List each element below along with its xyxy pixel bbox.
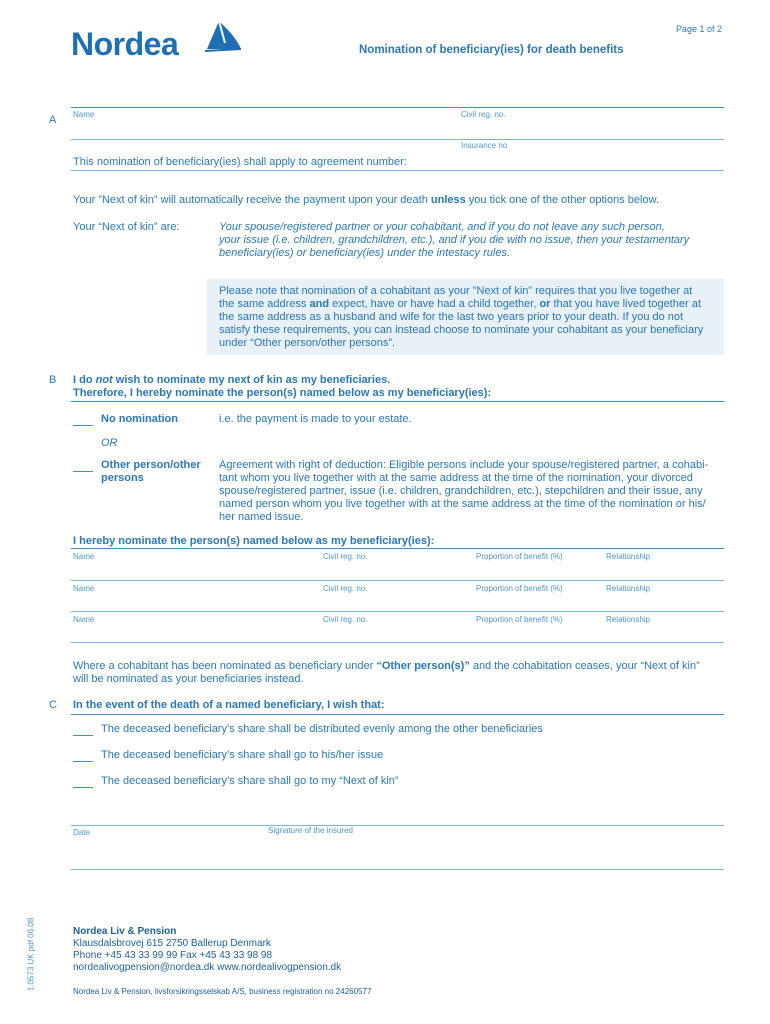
definition-line: Your spouse/registered partner or your cohabitant, and if you do not leave any such person, (219, 221, 665, 233)
sail-icon (203, 19, 243, 53)
to-next-of-kin-checkbox[interactable] (73, 777, 93, 788)
col-proportion-label: Proportion of benefit (%) (476, 584, 563, 593)
beneficiary-row[interactable] (71, 549, 724, 580)
intro-text: Your ”Next of kin” will automatically receive the payment upon your death (73, 194, 431, 206)
footer-company: Nordea Liv & Pension (73, 926, 177, 937)
note-fragment: expect, have or have had a child together, (329, 298, 540, 310)
cohab-line (73, 660, 733, 673)
cohab-fragment: and the cohabitation ceases, your “Next of kin” (469, 660, 700, 672)
col-name-label: Name (73, 615, 95, 624)
footer-web: nordealivogpension@nordea.dk www.nordealivogpension.dk (73, 962, 342, 973)
cohabitant-note-text (219, 285, 724, 350)
heading-line (73, 374, 491, 387)
name-field[interactable] (73, 110, 458, 138)
or-text: OR (101, 437, 118, 449)
rule (71, 714, 724, 715)
next-of-kin-intro (73, 194, 659, 207)
section-letter-a: A (49, 114, 57, 126)
no-nomination-checkbox[interactable] (73, 415, 93, 426)
col-proportion-label: Proportion of benefit (%) (476, 552, 563, 561)
definition-line: your issue (i.e. children, grandchildren, etc.), and if you die with no issue, then your testamentary (219, 234, 690, 246)
section-letter-c: C (49, 699, 57, 711)
footer-registration: Nordea Liv & Pension, livsforsikringsselskab A/S, business registration no 24260577 (73, 987, 372, 996)
side-code: 1.0573 UK pdf 06.08 (26, 917, 36, 992)
note-fragment: the same address (219, 298, 310, 310)
section-b-heading (73, 374, 491, 400)
heading-fragment: I do (73, 374, 96, 386)
desc-line: spouse/registered partner, issue (i.e. children, grandchildren, etc.), stepchildren and their issue, any (219, 485, 703, 497)
col-relationship-label: Relationship (606, 552, 651, 561)
heading-not: not (95, 374, 113, 386)
to-issue-checkbox[interactable] (73, 751, 93, 762)
next-of-kin-label: Your “Next of kin” are: (73, 221, 180, 233)
no-nomination-desc: i.e. the payment is made to your estate. (219, 413, 412, 425)
note-or: or (539, 298, 551, 310)
signature-label: Signature of the insured (268, 826, 353, 835)
no-nomination-label: No nomination (101, 413, 178, 425)
rule (71, 139, 724, 140)
footer-phone: Phone +45 43 33 99 99 Fax +45 43 33 98 98 (73, 950, 273, 961)
nordea-logo (71, 25, 246, 65)
label-line: persons (101, 472, 144, 484)
other-person-label (101, 459, 201, 485)
cohab-line: will be nominated as your beneficiaries instead. (73, 673, 304, 685)
form-title: Nomination of beneficiary(ies) for death benefits (359, 44, 624, 56)
note-line: the same address as a husband and wife for the last two years prior to your death. If you do not (219, 311, 684, 323)
heading-line: Therefore, I hereby nominate the person(s) named below as my beneficiary(ies): (73, 387, 492, 399)
col-civil-reg-label: Civil reg. no. (323, 584, 368, 593)
name-label: Name (73, 110, 95, 119)
civil-reg-label: Civil reg. no. (461, 110, 506, 119)
rule (71, 642, 724, 643)
date-field[interactable] (73, 828, 253, 868)
desc-line: her named issue. (219, 511, 304, 523)
footer-street: Klausdalsbrovej 615 2750 Ballerup Denmark (73, 938, 271, 949)
insurance-field[interactable] (461, 141, 723, 169)
other-person-desc (219, 459, 729, 524)
note-line (219, 298, 724, 311)
to-issue-label: The deceased beneficiary’s share shall go to his/her issue (101, 749, 384, 761)
note-line: under “Other person/other persons”. (219, 337, 396, 349)
col-name-label: Name (73, 584, 95, 593)
rule (71, 170, 724, 171)
page-indicator: Page 1 of 2 (676, 24, 723, 34)
distribute-evenly-label: The deceased beneficiary’s share shall be distributed evenly among the other beneficiaries (101, 723, 543, 735)
label-line: Other person/other (101, 459, 201, 471)
cohab-other-persons: “Other person(s)” (376, 660, 470, 672)
heading-fragment: wish to nominate my next of kin as my beneficiaries. (112, 374, 391, 386)
desc-line: Agreement with right of deduction: Eligible persons include your spouse/registered partner, a cohabi- (219, 459, 709, 471)
section-letter-b: B (49, 374, 57, 386)
intro-text-end: you tick one of the other options below. (465, 194, 659, 206)
logo-wordmark: Nordea (71, 26, 179, 62)
rule (71, 107, 724, 108)
desc-line: named person whom you live together with at the same address at the time of the nomination or his/ (219, 498, 706, 510)
insurance-label: Insurance no (461, 141, 508, 150)
date-label: Date (73, 828, 90, 837)
col-civil-reg-label: Civil reg. no. (323, 552, 368, 561)
next-of-kin-definition (219, 221, 729, 260)
note-line: satisfy these requirements, you can instead choose to nominate your cohabitant as your beneficiary (219, 324, 704, 336)
col-relationship-label: Relationship (606, 584, 651, 593)
col-name-label: Name (73, 552, 95, 561)
cohabitation-note (73, 660, 733, 686)
section-c-heading: In the event of the death of a named beneficiary, I wish that: (73, 699, 385, 711)
intro-unless: unless (430, 194, 466, 206)
to-next-of-kin-label: The deceased beneficiary’s share shall go to my “Next of kin” (101, 775, 399, 787)
note-fragment: that you have lived together at (550, 298, 701, 310)
col-relationship-label: Relationship (606, 615, 651, 624)
note-and: and (309, 298, 330, 310)
beneficiary-row[interactable] (71, 612, 724, 642)
beneficiary-row[interactable] (71, 581, 724, 611)
other-person-checkbox[interactable] (73, 461, 93, 472)
distribute-evenly-checkbox[interactable] (73, 725, 93, 736)
definition-line: beneficiary(ies) or beneficiary(ies) under the intestacy rules. (219, 247, 511, 259)
rule (71, 869, 724, 870)
nominate-heading: I hereby nominate the person(s) named below as my beneficiary(ies): (73, 535, 435, 547)
col-proportion-label: Proportion of benefit (%) (476, 615, 563, 624)
footer-address (73, 926, 341, 974)
rule (71, 401, 724, 402)
civil-reg-field[interactable] (461, 110, 723, 138)
note-line: Please note that nomination of a cohabitant as your ”Next of kin” requires that you live together at (219, 285, 693, 297)
cohab-fragment: Where a cohabitant has been nominated as beneficiary under (73, 660, 377, 672)
agreement-text: This nomination of beneficiary(ies) shall apply to agreement number: (73, 156, 407, 168)
signature-field[interactable] (268, 826, 723, 868)
desc-line: tant whom you live together with at the same address at the time of the nomination, your divorced (219, 472, 693, 484)
col-civil-reg-label: Civil reg. no. (323, 615, 368, 624)
